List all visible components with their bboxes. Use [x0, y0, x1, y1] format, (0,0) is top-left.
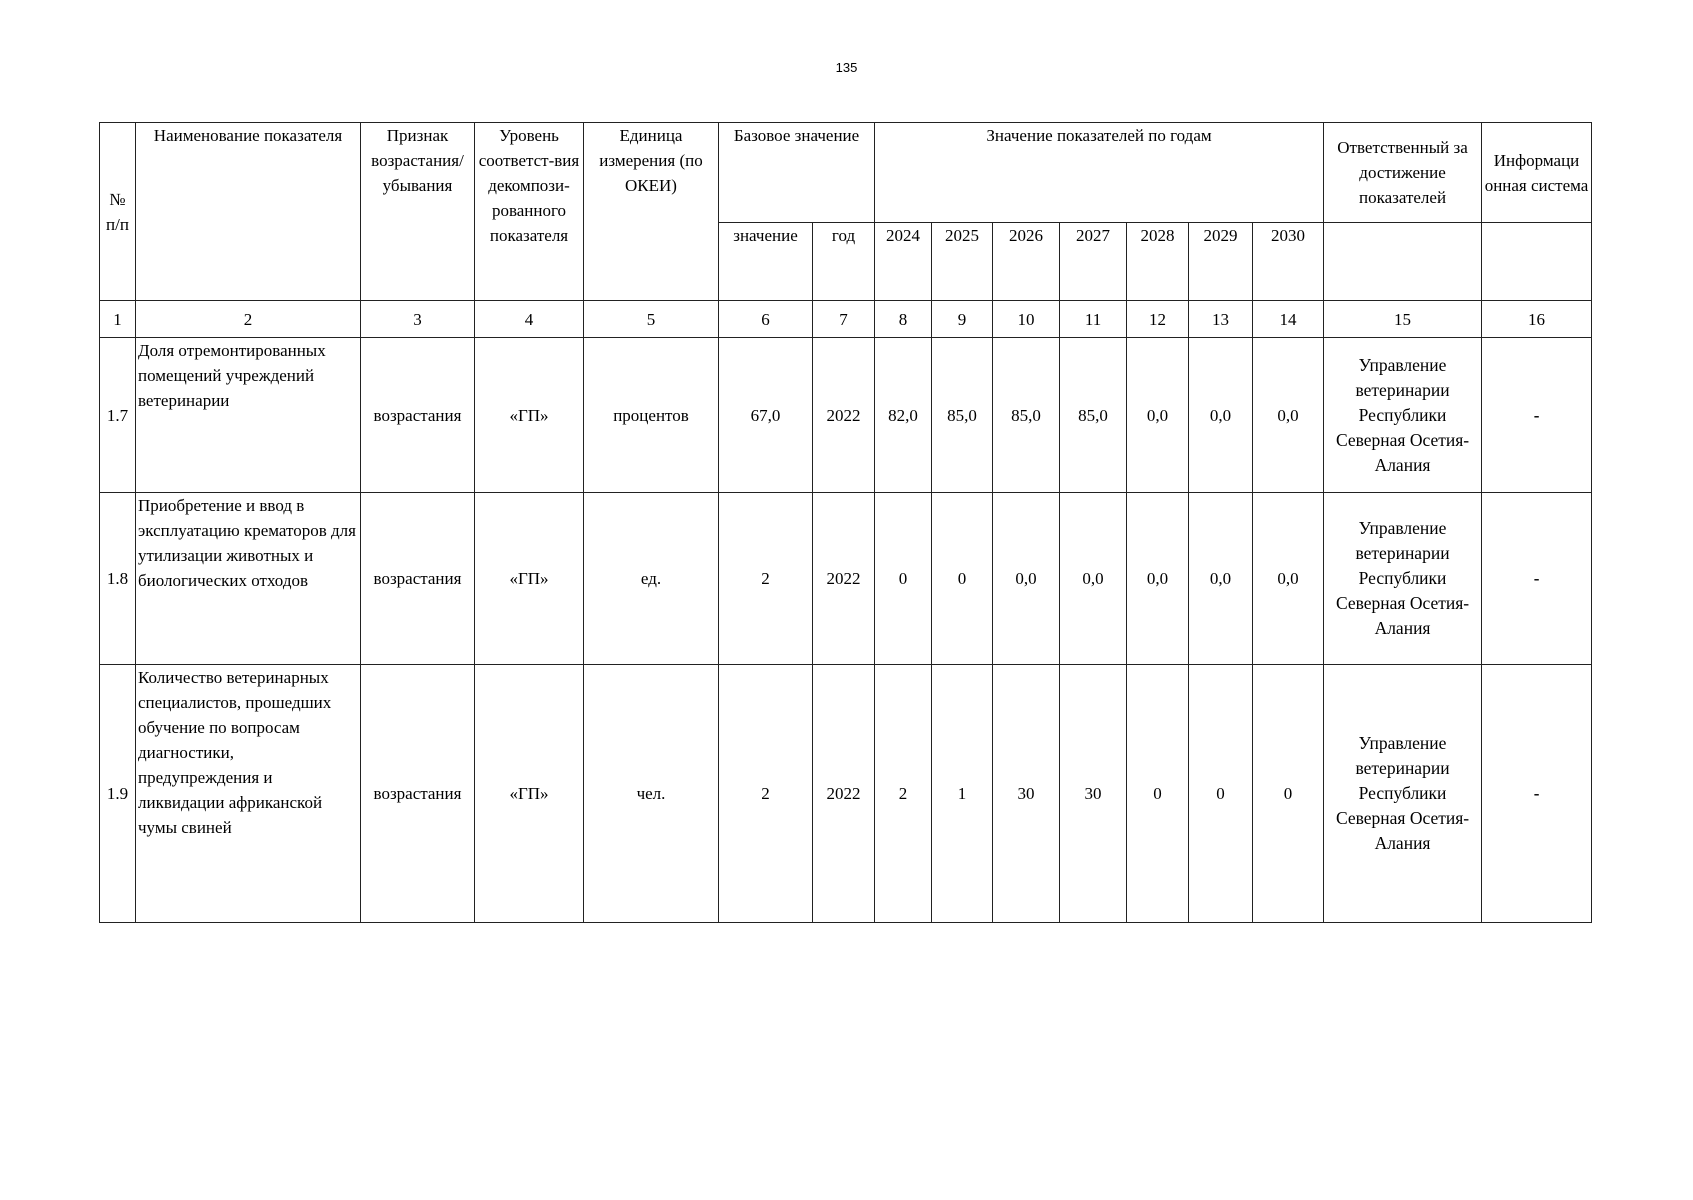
column-number: 1	[100, 301, 136, 338]
row-unit: чел.	[584, 665, 719, 923]
header-years-group: Значение показателей по годам	[875, 123, 1324, 223]
row-year-value: 0,0	[1189, 493, 1253, 665]
row-name: Количество ветеринарных специалистов, прошедших обучение по вопросам диагностики, предупреждения и ликвидации африканской чумы свиней	[136, 665, 361, 923]
table-row	[100, 338, 1592, 493]
column-number: 15	[1324, 301, 1482, 338]
table-row	[100, 493, 1592, 665]
column-number: 2	[136, 301, 361, 338]
row-year-value: 85,0	[1060, 338, 1127, 493]
column-number: 4	[475, 301, 584, 338]
row-base-value: 2	[719, 665, 813, 923]
column-number: 11	[1060, 301, 1127, 338]
row-year-value: 0,0	[1060, 493, 1127, 665]
row-level: «ГП»	[475, 493, 584, 665]
header-info-system-empty	[1482, 223, 1592, 301]
row-year-value: 1	[932, 665, 993, 923]
row-info-system: -	[1482, 493, 1592, 665]
header-responsible-empty	[1324, 223, 1482, 301]
header-base: Базовое значение	[719, 123, 875, 223]
row-base-value: 67,0	[719, 338, 813, 493]
row-sign: возрастания	[361, 338, 475, 493]
row-year-value: 30	[1060, 665, 1127, 923]
row-year-value: 0	[932, 493, 993, 665]
column-number: 13	[1189, 301, 1253, 338]
column-number: 14	[1253, 301, 1324, 338]
row-responsible: Управление ветеринарии Республики Северная Осетия-Алания	[1324, 493, 1482, 665]
header-no: № п/п	[100, 123, 136, 301]
indicators-table	[99, 122, 1592, 923]
row-base-year: 2022	[813, 665, 875, 923]
row-year-value: 30	[993, 665, 1060, 923]
row-responsible: Управление ветеринарии Республики Северная Осетия-Алания	[1324, 665, 1482, 923]
column-number: 8	[875, 301, 932, 338]
header-year-2025: 2025	[932, 223, 993, 301]
header-year-2028: 2028	[1127, 223, 1189, 301]
row-year-value: 0,0	[993, 493, 1060, 665]
row-base-year: 2022	[813, 338, 875, 493]
header-unit: Единица измерения (по ОКЕИ)	[584, 123, 719, 301]
row-level: «ГП»	[475, 665, 584, 923]
column-number: 12	[1127, 301, 1189, 338]
row-year-value: 0,0	[1253, 493, 1324, 665]
header-name: Наименование показателя	[136, 123, 361, 301]
row-unit: ед.	[584, 493, 719, 665]
column-number: 10	[993, 301, 1060, 338]
row-year-value: 0,0	[1189, 338, 1253, 493]
row-base-year: 2022	[813, 493, 875, 665]
row-year-value: 82,0	[875, 338, 932, 493]
header-year-2030: 2030	[1253, 223, 1324, 301]
column-number: 16	[1482, 301, 1592, 338]
row-base-value: 2	[719, 493, 813, 665]
column-number: 6	[719, 301, 813, 338]
row-year-value: 0	[1127, 665, 1189, 923]
header-base-value: значение	[719, 223, 813, 301]
row-year-value: 0,0	[1127, 338, 1189, 493]
row-info-system: -	[1482, 665, 1592, 923]
row-info-system: -	[1482, 338, 1592, 493]
header-level: Уровень соответст-вия декомпози-рованного показателя	[475, 123, 584, 301]
header-sign: Признак возрастания/ убывания	[361, 123, 475, 301]
row-sign: возрастания	[361, 493, 475, 665]
row-no: 1.9	[100, 665, 136, 923]
header-year-2026: 2026	[993, 223, 1060, 301]
header-year-2027: 2027	[1060, 223, 1127, 301]
header-year-2029: 2029	[1189, 223, 1253, 301]
row-level: «ГП»	[475, 338, 584, 493]
row-year-value: 0	[1189, 665, 1253, 923]
row-year-value: 85,0	[993, 338, 1060, 493]
header-responsible: Ответственный за достижение показателей	[1324, 123, 1482, 223]
header-info-system: Информаци онная система	[1482, 123, 1592, 223]
row-name: Доля отремонтированных помещений учреждений ветеринарии	[136, 338, 361, 493]
column-number: 5	[584, 301, 719, 338]
table-row	[100, 665, 1592, 923]
column-number: 3	[361, 301, 475, 338]
page-number: 135	[835, 60, 858, 75]
row-year-value: 0,0	[1253, 338, 1324, 493]
row-year-value: 0	[1253, 665, 1324, 923]
header-year-2024: 2024	[875, 223, 932, 301]
row-responsible: Управление ветеринарии Республики Северная Осетия-Алания	[1324, 338, 1482, 493]
row-no: 1.8	[100, 493, 136, 665]
row-unit: процентов	[584, 338, 719, 493]
row-year-value: 0	[875, 493, 932, 665]
column-number: 9	[932, 301, 993, 338]
header-base-year: год	[813, 223, 875, 301]
row-year-value: 0,0	[1127, 493, 1189, 665]
row-name: Приобретение и ввод в эксплуатацию крематоров для утилизации животных и биологических отходов	[136, 493, 361, 665]
row-year-value: 85,0	[932, 338, 993, 493]
row-year-value: 2	[875, 665, 932, 923]
row-no: 1.7	[100, 338, 136, 493]
column-number: 7	[813, 301, 875, 338]
row-sign: возрастания	[361, 665, 475, 923]
column-numbers-row	[100, 301, 1592, 338]
